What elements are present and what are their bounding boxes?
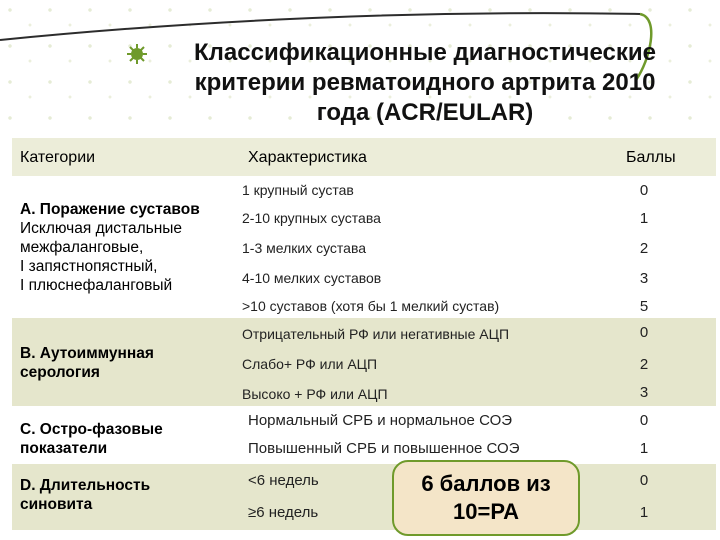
- row-divider: [12, 462, 716, 464]
- category-serology: [20, 344, 154, 382]
- criteria-table: [12, 138, 716, 530]
- category-title: С. Остро-фазовые: [20, 421, 163, 438]
- title-line-2: критерии ревматоидного артрита 2010: [194, 69, 656, 96]
- item-points: 0: [639, 472, 649, 489]
- category-note: I плюснефаланговый: [20, 277, 173, 294]
- item-text: >10 суставов (хотя бы 1 мелкий сустав): [242, 298, 500, 314]
- section-synovitis: [12, 462, 716, 530]
- item-text: 2-10 крупных сустава: [242, 210, 381, 226]
- page-title: [140, 38, 710, 128]
- category-title: синовита: [20, 496, 93, 513]
- item-text: 1 крупный сустав: [242, 182, 354, 198]
- category-note: Исключая дистальные: [20, 220, 183, 237]
- item-points: 2: [639, 240, 649, 257]
- category-title: показатели: [20, 440, 108, 457]
- item-points: 3: [639, 270, 649, 287]
- row-divider: [12, 316, 716, 318]
- category-note: I запястнопястный,: [20, 258, 158, 275]
- callout-line-2: 10=РА: [453, 499, 519, 524]
- item-text: Нормальный СРБ и нормальное СОЭ: [248, 412, 513, 429]
- item-text: 4-10 мелких суставов: [242, 270, 382, 286]
- title-line-1: Классификационные диагностические: [194, 39, 656, 66]
- category-title: D. Длительность: [20, 477, 151, 494]
- header-category: Категории: [20, 149, 96, 166]
- category-acute-phase: [20, 420, 163, 458]
- item-points: 1: [639, 440, 649, 457]
- item-text: 1-3 мелких сустава: [242, 240, 367, 256]
- item-text: Высоко + РФ или АЦП: [242, 386, 388, 402]
- item-points: 1: [639, 504, 649, 521]
- score-callout: [392, 460, 580, 536]
- item-points: 3: [639, 384, 649, 401]
- item-points: 0: [639, 412, 649, 429]
- table-header: [12, 138, 716, 176]
- item-points: 2: [639, 356, 649, 373]
- header-characteristic: Характеристика: [248, 149, 367, 166]
- item-text: ≥6 недель: [248, 504, 319, 521]
- item-text: Отрицательный РФ или негативные АЦП: [242, 326, 510, 342]
- category-joints: [20, 200, 200, 295]
- category-title: серология: [20, 364, 100, 381]
- category-note: межфаланговые,: [20, 239, 144, 256]
- item-points: 0: [639, 324, 649, 341]
- section-serology: [12, 316, 716, 406]
- item-text: Повышенный СРБ и повышенное СОЭ: [248, 440, 520, 457]
- item-points: 1: [639, 210, 649, 227]
- header-points: Баллы: [626, 149, 676, 166]
- section-acute-phase: [12, 406, 716, 462]
- item-text: Слабо+ РФ или АЦП: [242, 356, 378, 372]
- row-divider: [12, 406, 716, 408]
- category-synovitis: [20, 476, 150, 514]
- item-points: 0: [639, 182, 649, 199]
- section-joints: [12, 176, 716, 316]
- category-title: В. Аутоиммунная: [20, 345, 154, 362]
- callout-line-1: 6 баллов из: [421, 471, 551, 496]
- title-line-3: года (ACR/EULAR): [316, 99, 534, 126]
- item-points: 5: [639, 298, 649, 315]
- category-title: А. Поражение суставов: [20, 201, 200, 218]
- item-text: <6 недель: [248, 472, 319, 489]
